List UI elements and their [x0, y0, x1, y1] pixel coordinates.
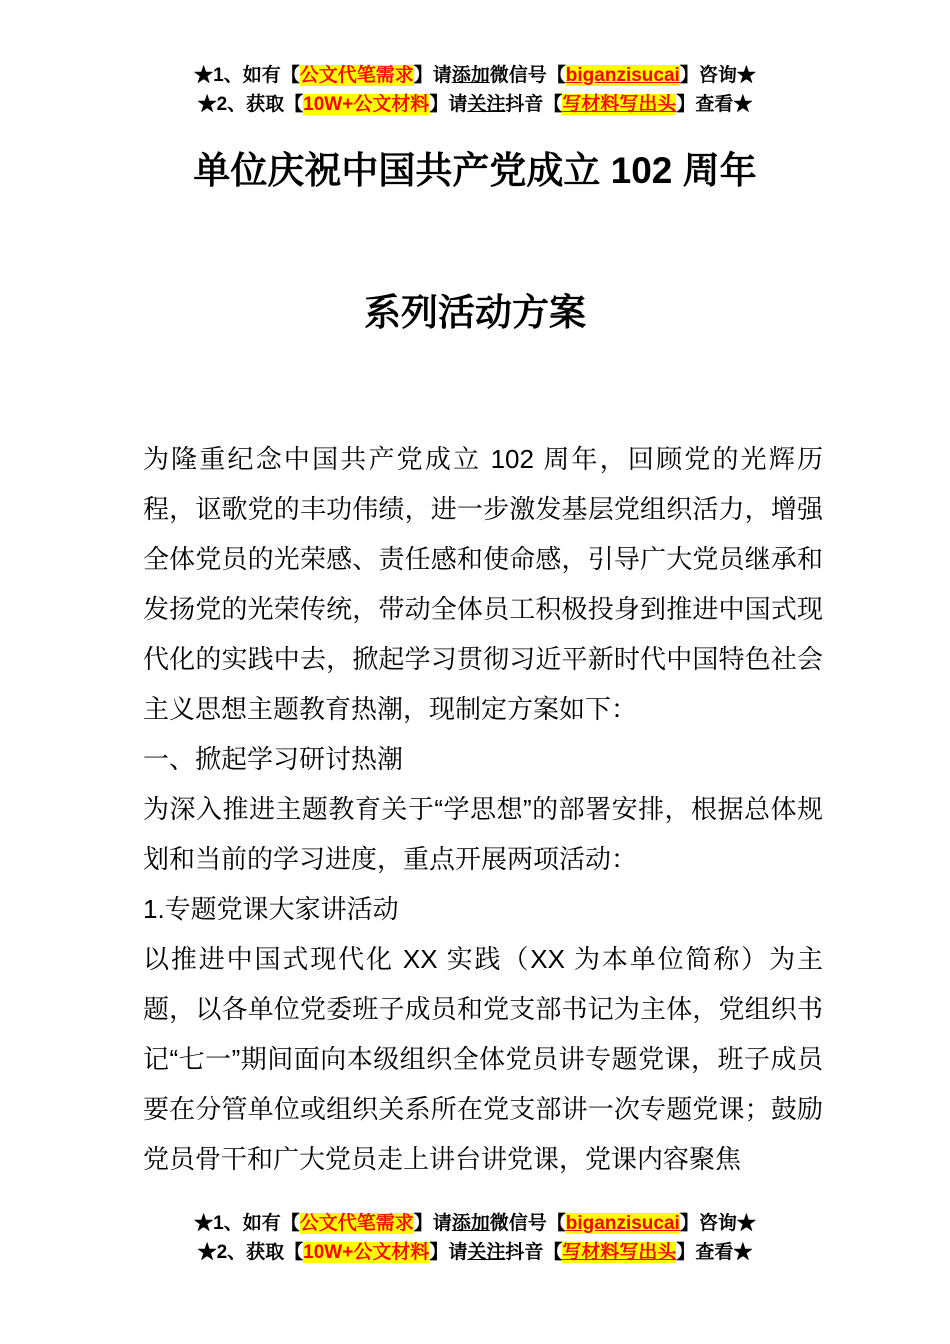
- promo-underline-add: 添加: [451, 65, 490, 86]
- body-paragraph-plan: 为深入推进主题教育关于“学思想”的部署安排，根据总体规划和当前的学习进度，重点开展两项活动：: [143, 794, 823, 874]
- promo-highlight-materials: 10W+公文材料: [303, 1242, 430, 1263]
- promo-text: 抖音【: [505, 1242, 563, 1263]
- promo-text: 】查看★: [676, 1242, 753, 1263]
- promo-text: 抖音【: [505, 94, 563, 115]
- promo-highlight-ghostwriting: 公文代笔需求: [299, 65, 414, 86]
- promo-text: 】咨询★: [679, 1213, 756, 1234]
- promo-underline-add: 添加: [451, 1213, 490, 1234]
- promo-text: 】咨询★: [679, 65, 756, 86]
- promo-text: ★1、如有【: [194, 65, 300, 86]
- promo-text: 】请: [413, 65, 452, 86]
- promo-text: ★1、如有【: [194, 1213, 300, 1234]
- promo-douyin-name: 写材料写出头: [562, 94, 677, 115]
- document-body: [143, 434, 823, 1184]
- promo-text: 】请: [413, 1213, 452, 1234]
- body-paragraph-intro: 为隆重纪念中国共产党成立 102 周年，回顾党的光辉历程，讴歌党的丰功伟绩，进一步激发基层党组织活力，增强全体党员的光荣感、责任感和使命感，引导广大党员继承和发扬党的光荣传统，带动全体员工积极投身到推进中国式现代化的实践中去，掀起学习贯彻习近平新时代中国特色社会主义思想主题教育热潮，现制定方案如下：: [143, 444, 823, 724]
- promo-text: ★2、获取【: [197, 94, 304, 115]
- subsection-heading-1: 1.专题党课大家讲活动: [143, 894, 399, 924]
- promo-footer: [0, 1209, 950, 1267]
- promo-header: [0, 61, 950, 119]
- promo-line-1: [0, 61, 950, 90]
- document-subtitle: 系列活动方案: [364, 292, 586, 333]
- promo-underline-follow: 关注: [467, 94, 506, 115]
- promo-text: 微信号【: [489, 65, 566, 86]
- document-title: 单位庆祝中国共产党成立 102 周年: [193, 150, 757, 191]
- promo-line-1: [0, 1209, 950, 1238]
- promo-line-2: [0, 1238, 950, 1267]
- promo-wechat-id: biganzisucai: [565, 1213, 680, 1234]
- promo-highlight-ghostwriting: 公文代笔需求: [299, 1213, 414, 1234]
- promo-text: ★2、获取【: [197, 1242, 304, 1263]
- body-paragraph-activity: 以推进中国式现代化 XX 实践（XX 为本单位简称）为主题，以各单位党委班子成员和党支部书记为主体，党组织书记“七一”期间面向本级组织全体党员讲专题党课，班子成员要在分管单位或组织关系所在党支部讲一次专题党课；鼓励党员骨干和广大党员走上讲台讲党课，党课内容聚焦: [143, 944, 823, 1174]
- promo-line-2: [0, 90, 950, 119]
- promo-text: 微信号【: [489, 1213, 566, 1234]
- promo-douyin-name: 写材料写出头: [562, 1242, 677, 1263]
- promo-highlight-materials: 10W+公文材料: [303, 94, 430, 115]
- promo-wechat-id: biganzisucai: [565, 65, 680, 86]
- promo-underline-follow: 关注: [467, 1242, 506, 1263]
- promo-text: 】请: [429, 94, 468, 115]
- section-heading-1: 一、掀起学习研讨热潮: [143, 744, 404, 774]
- promo-text: 】请: [429, 1242, 468, 1263]
- promo-text: 】查看★: [676, 94, 753, 115]
